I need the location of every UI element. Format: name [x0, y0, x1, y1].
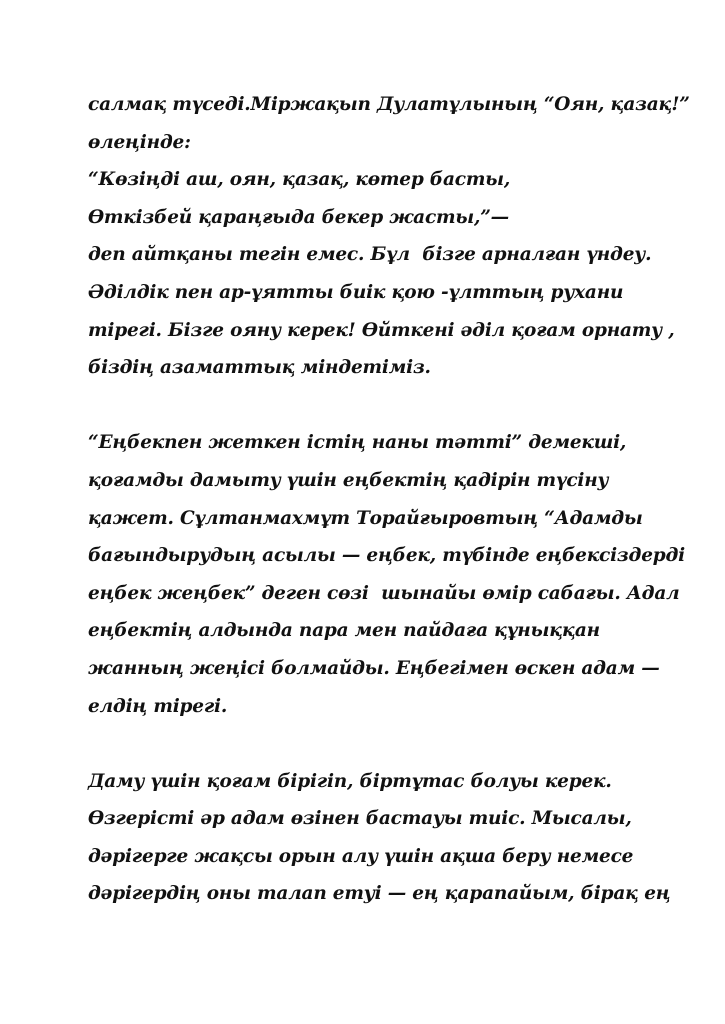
text-line: елдің тірегі.	[88, 695, 228, 717]
poem-line: “Көзіңді аш, оян, қазақ, көтер басты,	[88, 169, 511, 191]
document-body	[88, 86, 690, 951]
text-line: тірегі. Бізге ояну керек! Өйткені әділ қоғам орнату ,	[88, 319, 675, 341]
text-line: салмақ түседі.Міржақып Дулатұлының “Оян, қазақ!”	[88, 94, 690, 115]
text-line: қажет. Сұлтанмахмұт Торайғыровтың “Адамды	[88, 507, 643, 529]
paragraph-3	[88, 763, 671, 913]
text-line: өлеңінде:	[88, 131, 191, 153]
text-line: Даму үшін қоғам бірігіп, біртұтас болуы керек.	[88, 770, 612, 792]
text-line: еңбектің алдында пара мен пайдаға құныққан	[88, 620, 600, 642]
text-line: “Еңбекпен жеткен істің наны тәтті” демекші,	[88, 432, 627, 454]
poem-line: Өткізбей қараңғыда бекер жасты,”—	[88, 206, 509, 228]
text-line: біздің азаматтық міндетіміз.	[88, 357, 431, 379]
text-line: дәрігерге жақсы орын алу үшін ақша беру немесе	[88, 845, 634, 867]
text-line: Өзгерісті әр адам өзінен бастауы тиіс. Мысалы,	[88, 808, 632, 830]
text-line: Әділдік пен ар-ұятты биік қою -ұлттың рухани	[88, 281, 624, 303]
text-line: жанның жеңісі болмайды. Еңбегімен өскен адам —	[88, 657, 660, 679]
paragraph-2	[88, 424, 685, 725]
text-line: еңбек жеңбек” деген сөзі шынайы өмір сабағы. Адал	[88, 582, 680, 604]
paragraph-1	[88, 86, 690, 387]
text-line: дәрігердің оны талап етуі — ең қарапайым, бірақ ең	[88, 883, 671, 905]
text-line: қоғамды дамыту үшін еңбектің қадірін түсіну	[88, 469, 609, 491]
text-line: деп айтқаны тегін емес. Бұл бізге арналған үндеу.	[88, 244, 652, 266]
text-line: бағындырудың асылы — еңбек, түбінде еңбексіздерді	[88, 545, 685, 567]
